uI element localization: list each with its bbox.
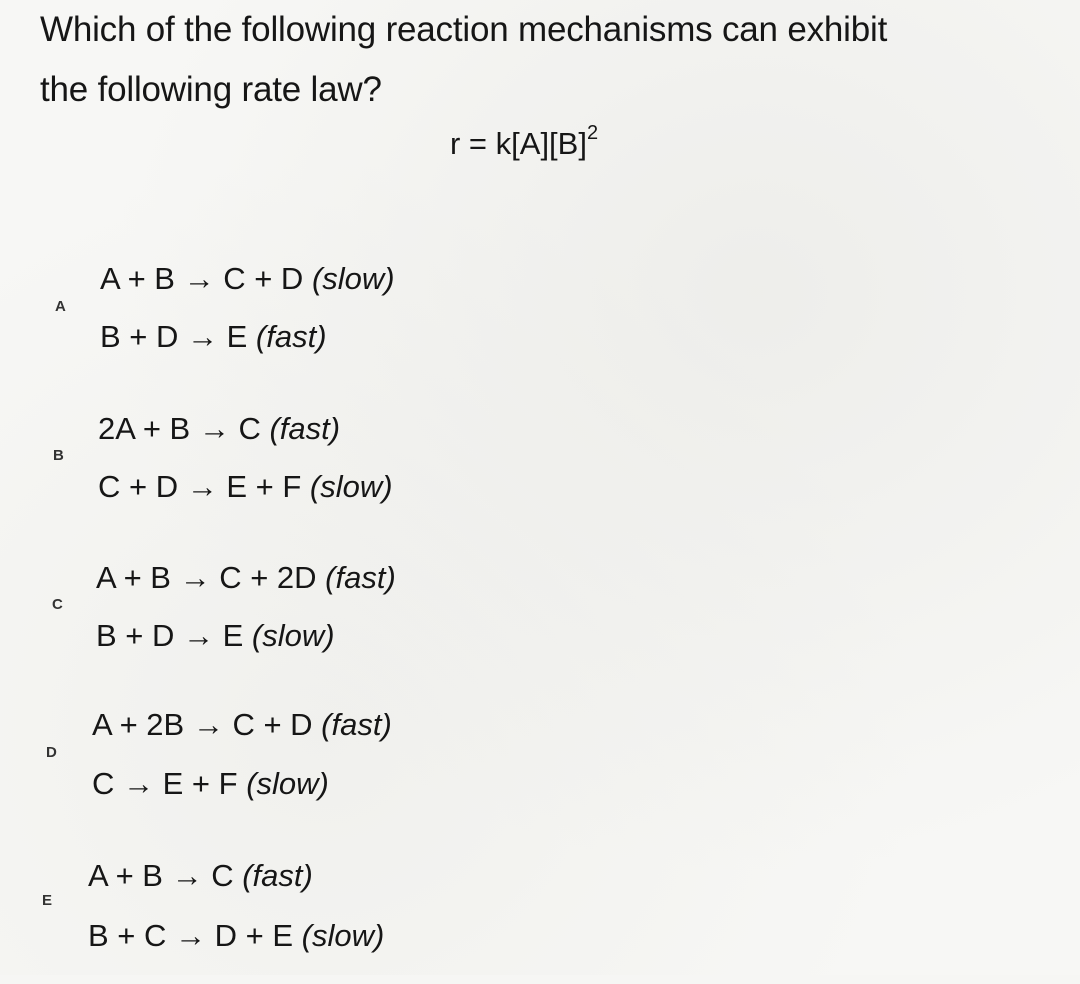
answer-option-c[interactable] — [0, 556, 700, 686]
option-e-step-1-equation: A + B → C — [88, 858, 234, 893]
option-c-step-1 — [96, 558, 396, 598]
option-b-step-1-equation: 2A + B → C — [98, 411, 261, 446]
option-e-step-2 — [88, 916, 384, 956]
option-a-step-1 — [100, 259, 395, 299]
answer-option-b[interactable] — [0, 405, 700, 535]
option-a-step-1-condition: (slow) — [311, 261, 395, 296]
option-b-step-1-condition: (fast) — [269, 411, 341, 446]
question-text — [40, 0, 1050, 120]
answer-option-d[interactable] — [0, 704, 700, 834]
option-e-step-1-condition: (fast) — [242, 858, 313, 893]
rate-law-equation — [450, 121, 599, 164]
option-a-step-2 — [100, 317, 327, 357]
answer-option-e[interactable] — [0, 854, 700, 984]
option-d-step-1-condition: (fast) — [321, 707, 392, 742]
option-b-step-1 — [98, 409, 340, 449]
rate-law-base: r = k[A][B] — [450, 126, 587, 161]
option-c-step-1-condition: (fast) — [325, 560, 396, 595]
option-a-step-2-condition: (fast) — [255, 319, 327, 354]
option-c-step-2-condition: (slow) — [251, 618, 335, 653]
option-c-step-1-equation: A + B → C + 2D — [96, 560, 317, 595]
option-d-step-2 — [92, 764, 329, 804]
option-letter-d: D — [46, 744, 57, 761]
option-c-step-2 — [96, 616, 335, 656]
option-d-step-2-equation: C → E + F — [92, 766, 238, 801]
option-a-step-1-equation: A + B → C + D — [100, 261, 304, 296]
option-e-step-2-condition: (slow) — [301, 918, 385, 953]
option-e-step-2-equation: B + C → D + E — [88, 918, 294, 953]
option-b-step-2-equation: C + D → E + F — [98, 469, 302, 504]
option-b-step-2-condition: (slow) — [309, 469, 393, 504]
option-letter-b: B — [53, 447, 64, 464]
option-b-step-2 — [98, 467, 393, 507]
option-d-step-1 — [92, 705, 392, 745]
option-letter-c: C — [52, 596, 63, 613]
option-e-step-1 — [88, 856, 313, 896]
option-letter-a: A — [55, 298, 66, 315]
option-a-step-2-equation: B + D → E — [100, 319, 248, 354]
rate-law-exponent: 2 — [586, 121, 599, 144]
option-c-step-2-equation: B + D → E — [96, 618, 244, 653]
option-d-step-2-condition: (slow) — [246, 766, 329, 801]
option-d-step-1-equation: A + 2B → C + D — [92, 707, 313, 742]
answer-option-a[interactable] — [0, 255, 700, 385]
option-letter-e: E — [42, 892, 53, 909]
question-line-1: Which of the following reaction mechanisms can exhibit — [40, 10, 888, 49]
question-line-2: the following rate law? — [40, 70, 382, 109]
